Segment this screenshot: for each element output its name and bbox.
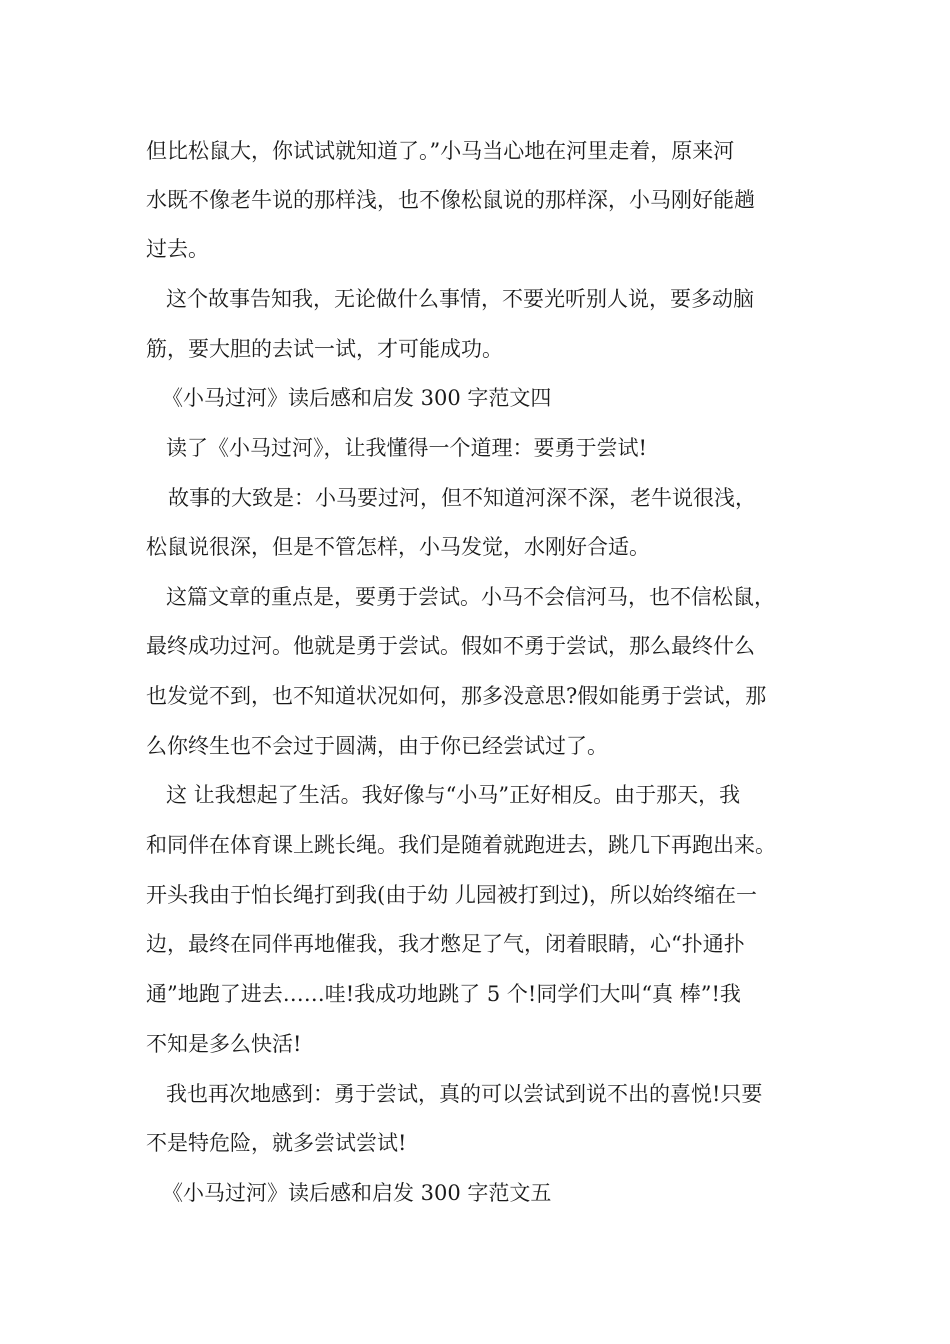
text-line: 这篇文章的重点是，要勇于尝试。小马不会信河马，也不信松鼠，	[166, 585, 775, 609]
text-line: 和同伴在体育课上跳长绳。我们是随着就跑进去，跳几下再跑出来。	[146, 833, 776, 857]
text-line: 开头我由于怕长绳打到我(由于幼 儿园被打到过)，所以始终缩在一	[146, 883, 758, 907]
text-line: 也发觉不到，也不知道状况如何，那多没意思?假如能勇于尝试，那	[146, 684, 767, 708]
text-line: 通”地跑了进去……哇!我成功地跳了 5 个!同学们大叫“真 棒”!我	[146, 982, 741, 1006]
section-heading: 《小马过河》读后感和启发 300 字范文五	[162, 1181, 552, 1205]
text-line: 不知是多么快活!	[146, 1032, 302, 1056]
text-line: 松鼠说很深，但是不管怎样，小马发觉，水刚好合适。	[146, 535, 650, 559]
text-line: 么你终生也不会过于圆满，由于你已经尝试过了。	[146, 734, 608, 758]
text-line: 不是特危险，就多尝试尝试!	[146, 1131, 407, 1155]
text-line: 边，最终在同伴再地催我，我才憋足了气，闭着眼睛，心“扑通扑	[146, 932, 745, 956]
section-heading: 《小马过河》读后感和启发 300 字范文四	[162, 386, 552, 410]
text-line: 故事的大致是：小马要过河，但不知道河深不深，老牛说很浅，	[168, 486, 756, 510]
text-line: 但比松鼠大，你试试就知道了。”小马当心地在河里走着，原来河	[146, 139, 735, 163]
text-line: 这个故事告知我，无论做什么事情，不要光听别人说，要多动脑	[166, 287, 754, 311]
text-line: 读了《小马过河》，让我懂得一个道理：要勇于尝试!	[166, 436, 647, 460]
text-line: 我也再次地感到：勇于尝试，真的可以尝试到说不出的喜悦!只要	[166, 1082, 763, 1106]
text-line: 最终成功过河。他就是勇于尝试。假如不勇于尝试，那么最终什么	[146, 634, 755, 658]
text-line: 这 让我想起了生活。我好像与“小马”正好相反。由于那天，我	[166, 783, 741, 807]
text-line: 过去。	[146, 237, 209, 261]
text-line: 水既不像老牛说的那样浅，也不像松鼠说的那样深，小马刚好能趟	[146, 188, 755, 212]
text-line: 筋，要大胆的去试一试，才可能成功。	[146, 337, 503, 361]
